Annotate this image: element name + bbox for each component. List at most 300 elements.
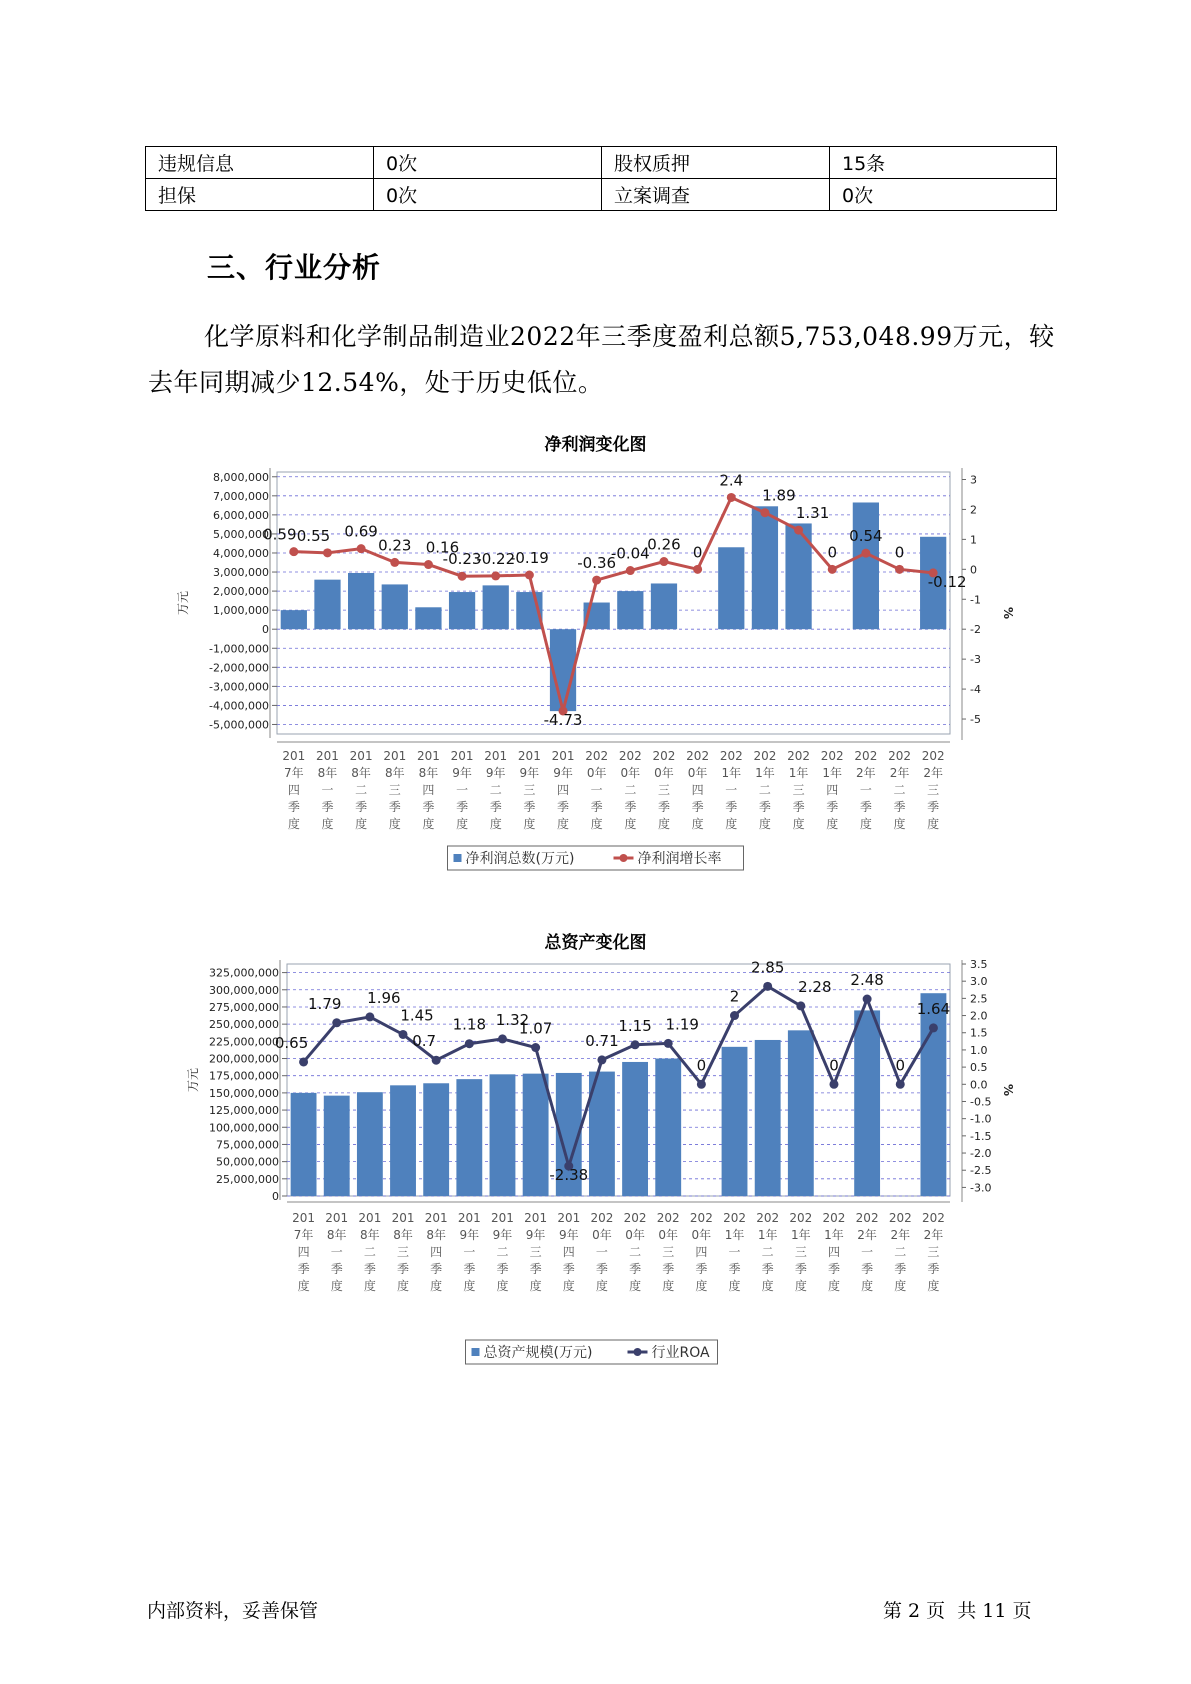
category-label: 度: [321, 817, 334, 831]
category-label: 二: [629, 1245, 642, 1259]
category-label: 季: [297, 1262, 310, 1276]
category-label: 8年: [351, 766, 371, 780]
category-label: 0年: [654, 766, 674, 780]
left-tick-label: 300,000,000: [209, 983, 279, 997]
category-label: 9年: [452, 766, 472, 780]
category-label: 2年: [856, 766, 876, 780]
right-tick-label: -1.5: [970, 1129, 992, 1143]
category-label: 201: [424, 1211, 448, 1225]
category-label: 季: [894, 1262, 907, 1276]
left-tick-label: -1,000,000: [209, 642, 269, 656]
category-label: 度: [827, 1279, 840, 1293]
category-label: 季: [691, 800, 704, 814]
bar: [651, 583, 677, 629]
line-point: [829, 1080, 838, 1089]
data-label: 0: [895, 1056, 906, 1075]
legend-bar-swatch: [454, 854, 462, 862]
category-label: 202: [787, 749, 811, 763]
category-label: 度: [430, 1279, 443, 1293]
bar: [755, 1040, 781, 1196]
bar: [390, 1085, 416, 1196]
category-label: 202: [590, 1211, 614, 1225]
bar: [490, 1074, 516, 1196]
category-label: 三: [792, 783, 805, 797]
category-label: 8年: [418, 766, 439, 780]
category-label: 季: [363, 1262, 376, 1276]
data-label: 0.65: [274, 1033, 309, 1052]
data-label: 2.85: [750, 958, 785, 977]
bar: [752, 506, 778, 629]
left-tick-label: 7,000,000: [213, 489, 269, 503]
category-label: 201: [491, 1211, 514, 1225]
data-label: 0: [894, 543, 905, 562]
bar: [523, 1074, 549, 1196]
category-label: 0年: [658, 1228, 679, 1242]
legend-line-label: 净利润增长率: [637, 851, 722, 867]
line-point: [727, 493, 736, 502]
category-label: 度: [624, 817, 637, 831]
category-label: 9年: [492, 1228, 513, 1242]
category-label: 9年: [459, 1228, 480, 1242]
category-label: 202: [686, 749, 710, 763]
category-label: 三: [927, 783, 940, 797]
left-tick-label: 125,000,000: [209, 1104, 279, 1118]
category-label: 201: [325, 1211, 349, 1225]
category-label: 1年: [755, 766, 775, 780]
right-tick-label: -1.0: [970, 1112, 992, 1126]
line-point: [491, 571, 500, 580]
category-label: 201: [358, 1211, 382, 1225]
category-label: 二: [894, 1245, 907, 1259]
category-label: 201: [391, 1211, 415, 1225]
category-label: 一: [725, 783, 738, 797]
category-label: 二: [893, 783, 906, 797]
line-point: [895, 565, 904, 574]
category-label: 202: [820, 749, 844, 763]
bar: [324, 1096, 350, 1196]
net-profit-chart: [0, 460, 1191, 880]
line-point: [730, 1011, 739, 1020]
table-cell: 股权质押: [602, 147, 830, 179]
bar: [348, 573, 374, 629]
category-label: 1年: [791, 1228, 811, 1242]
category-label: 四: [287, 783, 300, 797]
category-label: 季: [496, 1262, 509, 1276]
line-point: [896, 1080, 905, 1089]
category-label: 三: [388, 783, 401, 797]
category-label: 四: [297, 1245, 310, 1259]
category-label: 202: [822, 1211, 846, 1225]
category-label: 季: [489, 800, 502, 814]
left-tick-label: 75,000,000: [216, 1138, 279, 1152]
category-label: 度: [388, 817, 401, 831]
category-label: 季: [388, 800, 401, 814]
category-label: 季: [794, 1262, 807, 1276]
category-label: 度: [557, 817, 570, 831]
category-label: 度: [725, 817, 738, 831]
line-point: [863, 995, 872, 1004]
footer-confidential-note: 内部资料，妥善保管: [147, 1600, 319, 1622]
chart-title-total-assets: 总资产变化图: [544, 933, 647, 953]
data-label: 0.16: [425, 538, 460, 557]
category-label: 202: [753, 749, 777, 763]
table-cell: 立案调查: [602, 179, 830, 211]
category-label: 度: [859, 817, 872, 831]
category-label: 201: [292, 1211, 316, 1225]
category-label: 0年: [687, 766, 708, 780]
category-label: 202: [888, 1211, 912, 1225]
bar: [449, 592, 475, 629]
category-label: 度: [927, 1279, 940, 1293]
line-point: [498, 1034, 507, 1043]
right-tick-label: -1: [970, 593, 981, 607]
category-label: 度: [562, 1279, 575, 1293]
data-label: 1.79: [308, 994, 342, 1013]
legend-line-marker: [634, 1348, 642, 1356]
category-label: 201: [316, 749, 339, 763]
category-label: 8年: [393, 1228, 413, 1242]
data-label: 0: [829, 1056, 839, 1075]
category-label: 202: [921, 1211, 945, 1225]
left-axis-title: 万元: [186, 1067, 200, 1093]
category-label: 季: [463, 1262, 476, 1276]
category-label: 一: [330, 1245, 343, 1259]
table-cell: 15条: [830, 147, 1057, 179]
right-tick-label: -2.0: [970, 1147, 992, 1161]
left-tick-label: -2,000,000: [209, 661, 269, 675]
category-label: 7年: [284, 766, 304, 780]
line-point: [357, 544, 366, 553]
left-tick-label: -3,000,000: [209, 680, 269, 694]
data-label: 1.07: [518, 1019, 553, 1038]
line-point: [399, 1030, 408, 1039]
category-label: 度: [529, 1279, 542, 1293]
category-label: 201: [551, 749, 575, 763]
line-point: [525, 571, 534, 580]
category-label: 2年: [923, 1228, 944, 1242]
left-tick-label: 275,000,000: [209, 1000, 279, 1014]
category-label: 度: [422, 817, 435, 831]
category-label: 0年: [592, 1228, 612, 1242]
right-tick-label: -2.5: [970, 1164, 992, 1178]
data-label: 2.4: [719, 471, 744, 490]
data-label: -0.19: [509, 549, 549, 568]
category-label: 度: [728, 1279, 741, 1293]
category-label: 度: [695, 1279, 708, 1293]
category-label: 三: [927, 1245, 940, 1259]
line-point: [760, 508, 769, 517]
category-label: 季: [695, 1262, 708, 1276]
plot-area: [277, 472, 950, 734]
left-tick-label: 4,000,000: [213, 546, 269, 560]
category-label: 度: [287, 817, 300, 831]
line-point: [390, 558, 399, 567]
left-tick-label: 5,000,000: [213, 527, 269, 541]
data-label: 1.18: [452, 1015, 487, 1034]
category-label: 度: [330, 1279, 343, 1293]
category-label: 202: [623, 1211, 647, 1225]
category-label: 1年: [724, 1228, 745, 1242]
category-label: 202: [789, 1211, 813, 1225]
category-label: 季: [893, 800, 906, 814]
category-label: 季: [562, 1262, 575, 1276]
data-label: -0.12: [927, 572, 967, 591]
data-label: 0.71: [585, 1031, 619, 1050]
category-label: 三: [529, 1245, 542, 1259]
bar: [622, 1062, 648, 1196]
category-label: 二: [489, 783, 502, 797]
category-label: 一: [728, 1245, 741, 1259]
footer-page-number: 第 2 页 共 11 页: [883, 1600, 1032, 1622]
category-label: 四: [826, 783, 839, 797]
legend-bar-label: 净利润总数(万元): [465, 851, 575, 867]
category-label: 9年: [553, 766, 573, 780]
right-tick-label: -2: [970, 623, 981, 637]
table-row: [146, 147, 1057, 179]
category-label: 度: [595, 1279, 608, 1293]
line-point: [465, 1039, 474, 1048]
category-label: 度: [463, 1279, 476, 1293]
left-tick-label: 200,000,000: [209, 1052, 279, 1066]
category-label: 季: [321, 800, 334, 814]
total-assets-chart: [0, 958, 1191, 1378]
left-tick-label: 25,000,000: [216, 1172, 279, 1186]
category-label: 季: [287, 800, 300, 814]
category-label: 202: [656, 1211, 680, 1225]
category-label: 度: [861, 1279, 874, 1293]
category-label: 季: [927, 1262, 940, 1276]
category-label: 四: [557, 783, 570, 797]
right-axis-title: %: [1001, 606, 1015, 620]
left-tick-label: 325,000,000: [209, 966, 279, 980]
table-cell: 担保: [146, 179, 374, 211]
bar: [281, 610, 307, 629]
category-label: 度: [456, 817, 469, 831]
category-label: 201: [416, 749, 440, 763]
category-label: 季: [728, 1262, 741, 1276]
right-tick-label: -4: [970, 683, 981, 697]
category-label: 201: [383, 749, 407, 763]
category-label: 二: [355, 783, 368, 797]
category-label: 度: [523, 817, 536, 831]
chart-title-net-profit: 净利润变化图: [544, 435, 647, 455]
category-label: 201: [557, 1211, 581, 1225]
left-tick-label: 1,000,000: [213, 604, 269, 618]
category-label: 季: [430, 1262, 443, 1276]
category-label: 202: [585, 749, 609, 763]
line-point: [861, 549, 870, 558]
bar: [382, 584, 408, 629]
category-label: 度: [792, 817, 805, 831]
category-label: 季: [657, 800, 670, 814]
category-label: 季: [859, 800, 872, 814]
category-label: 一: [321, 783, 334, 797]
bar: [788, 1030, 814, 1196]
category-label: 四: [691, 783, 704, 797]
category-label: 1年: [788, 766, 809, 780]
category-label: 二: [624, 783, 637, 797]
category-label: 季: [826, 800, 839, 814]
category-label: 季: [355, 800, 368, 814]
category-label: 二: [496, 1245, 509, 1259]
bar: [483, 585, 509, 629]
category-label: 季: [662, 1262, 675, 1276]
left-tick-label: 225,000,000: [209, 1035, 279, 1049]
left-tick-label: 2,000,000: [213, 585, 269, 599]
category-label: 度: [662, 1279, 675, 1293]
bar: [853, 502, 879, 629]
category-label: 0年: [625, 1228, 645, 1242]
category-label: 一: [595, 1245, 608, 1259]
category-label: 三: [523, 783, 536, 797]
category-label: 202: [723, 1211, 746, 1225]
line-point: [592, 576, 601, 585]
category-label: 9年: [558, 1228, 579, 1242]
right-tick-label: 3.5: [970, 958, 988, 971]
data-label: 0.7: [412, 1032, 437, 1051]
category-label: 三: [662, 1245, 675, 1259]
table-cell: 违规信息: [146, 147, 374, 179]
left-tick-label: -4,000,000: [209, 699, 269, 713]
right-axis-title: %: [1001, 1083, 1015, 1097]
category-label: 8年: [326, 1228, 347, 1242]
category-label: 8年: [384, 766, 405, 780]
left-tick-label: 0: [272, 1190, 279, 1203]
data-label: -4.73: [543, 710, 583, 729]
category-label: 202: [855, 1211, 879, 1225]
category-label: 202: [719, 749, 743, 763]
category-label: 三: [397, 1245, 410, 1259]
right-tick-label: -3: [970, 653, 981, 667]
category-label: 季: [927, 800, 940, 814]
category-label: 季: [629, 1262, 642, 1276]
category-label: 202: [888, 749, 911, 763]
category-label: 度: [927, 817, 940, 831]
category-label: 一: [859, 783, 872, 797]
category-label: 度: [691, 817, 704, 831]
bar: [291, 1093, 317, 1196]
data-label: -2.38: [549, 1166, 589, 1185]
line-point: [626, 566, 635, 575]
data-label: 0.69: [344, 522, 378, 541]
line-point: [424, 560, 433, 569]
left-tick-label: 150,000,000: [209, 1086, 279, 1100]
category-label: 三: [794, 1245, 807, 1259]
data-label: 1.89: [762, 486, 796, 505]
data-label: 0: [692, 543, 703, 562]
info-table: [145, 146, 1057, 211]
left-tick-label: 100,000,000: [209, 1121, 279, 1135]
left-tick-label: 6,000,000: [213, 508, 269, 522]
bar: [456, 1079, 482, 1196]
category-label: 季: [422, 800, 435, 814]
bar: [357, 1092, 383, 1196]
category-label: 一: [861, 1245, 874, 1259]
left-tick-label: 3,000,000: [213, 566, 269, 580]
data-label: -0.36: [577, 554, 617, 573]
category-label: 度: [826, 817, 839, 831]
left-tick-label: 175,000,000: [209, 1069, 279, 1083]
category-label: 二: [363, 1245, 376, 1259]
bar: [617, 591, 643, 629]
right-tick-label: 1: [970, 533, 977, 547]
category-label: 一: [590, 783, 603, 797]
category-label: 季: [330, 1262, 343, 1276]
category-label: 度: [397, 1279, 410, 1293]
category-label: 201: [484, 749, 508, 763]
category-label: 度: [657, 817, 670, 831]
bar: [722, 1047, 748, 1196]
category-label: 2年: [890, 1228, 911, 1242]
category-label: 202: [756, 1211, 780, 1225]
category-label: 季: [758, 800, 771, 814]
bar: [655, 1059, 681, 1196]
left-tick-label: 0: [262, 623, 269, 637]
category-label: 度: [894, 1279, 907, 1293]
category-label: 四: [422, 783, 435, 797]
category-label: 四: [695, 1245, 708, 1259]
line-point: [794, 526, 803, 535]
category-label: 度: [590, 817, 603, 831]
data-label: -0.04: [610, 544, 650, 563]
category-label: 1年: [757, 1228, 778, 1242]
data-label: -0.23: [442, 550, 482, 569]
category-label: 季: [456, 800, 469, 814]
category-label: 9年: [525, 1228, 546, 1242]
data-label: 1.45: [400, 1006, 434, 1025]
category-label: 季: [523, 800, 536, 814]
category-label: 1年: [822, 766, 843, 780]
line-point: [531, 1043, 540, 1052]
bar: [415, 607, 441, 629]
right-tick-label: 0: [970, 563, 977, 577]
data-label: 1.96: [367, 988, 401, 1007]
category-label: 度: [629, 1279, 642, 1293]
category-label: 四: [562, 1245, 575, 1259]
data-label: 1.64: [916, 999, 951, 1018]
category-label: 一: [463, 1245, 476, 1259]
category-label: 季: [529, 1262, 542, 1276]
category-label: 四: [430, 1245, 443, 1259]
data-label: 0.26: [647, 535, 681, 554]
data-label: 2: [729, 987, 740, 1006]
line-point: [796, 1001, 805, 1010]
category-label: 9年: [519, 766, 540, 780]
category-label: 度: [893, 817, 906, 831]
category-label: 度: [496, 1279, 509, 1293]
data-label: 0: [696, 1056, 707, 1075]
category-label: 季: [595, 1262, 608, 1276]
bar: [854, 1010, 880, 1196]
category-label: 0年: [586, 766, 607, 780]
category-label: 季: [792, 800, 805, 814]
category-label: 0年: [691, 1228, 712, 1242]
right-tick-label: -5: [970, 713, 981, 727]
category-label: 度: [794, 1279, 807, 1293]
category-label: 度: [355, 817, 368, 831]
category-label: 7年: [293, 1228, 314, 1242]
right-tick-label: 3.0: [970, 975, 988, 989]
category-label: 202: [652, 749, 676, 763]
category-label: 1年: [824, 1228, 844, 1242]
right-tick-label: 3: [970, 473, 977, 487]
line-point: [828, 565, 837, 574]
line-point: [323, 548, 332, 557]
right-tick-label: 1.0: [970, 1043, 988, 1057]
category-label: 季: [624, 800, 637, 814]
line-point: [693, 565, 702, 574]
data-label: 1.32: [495, 1010, 530, 1029]
